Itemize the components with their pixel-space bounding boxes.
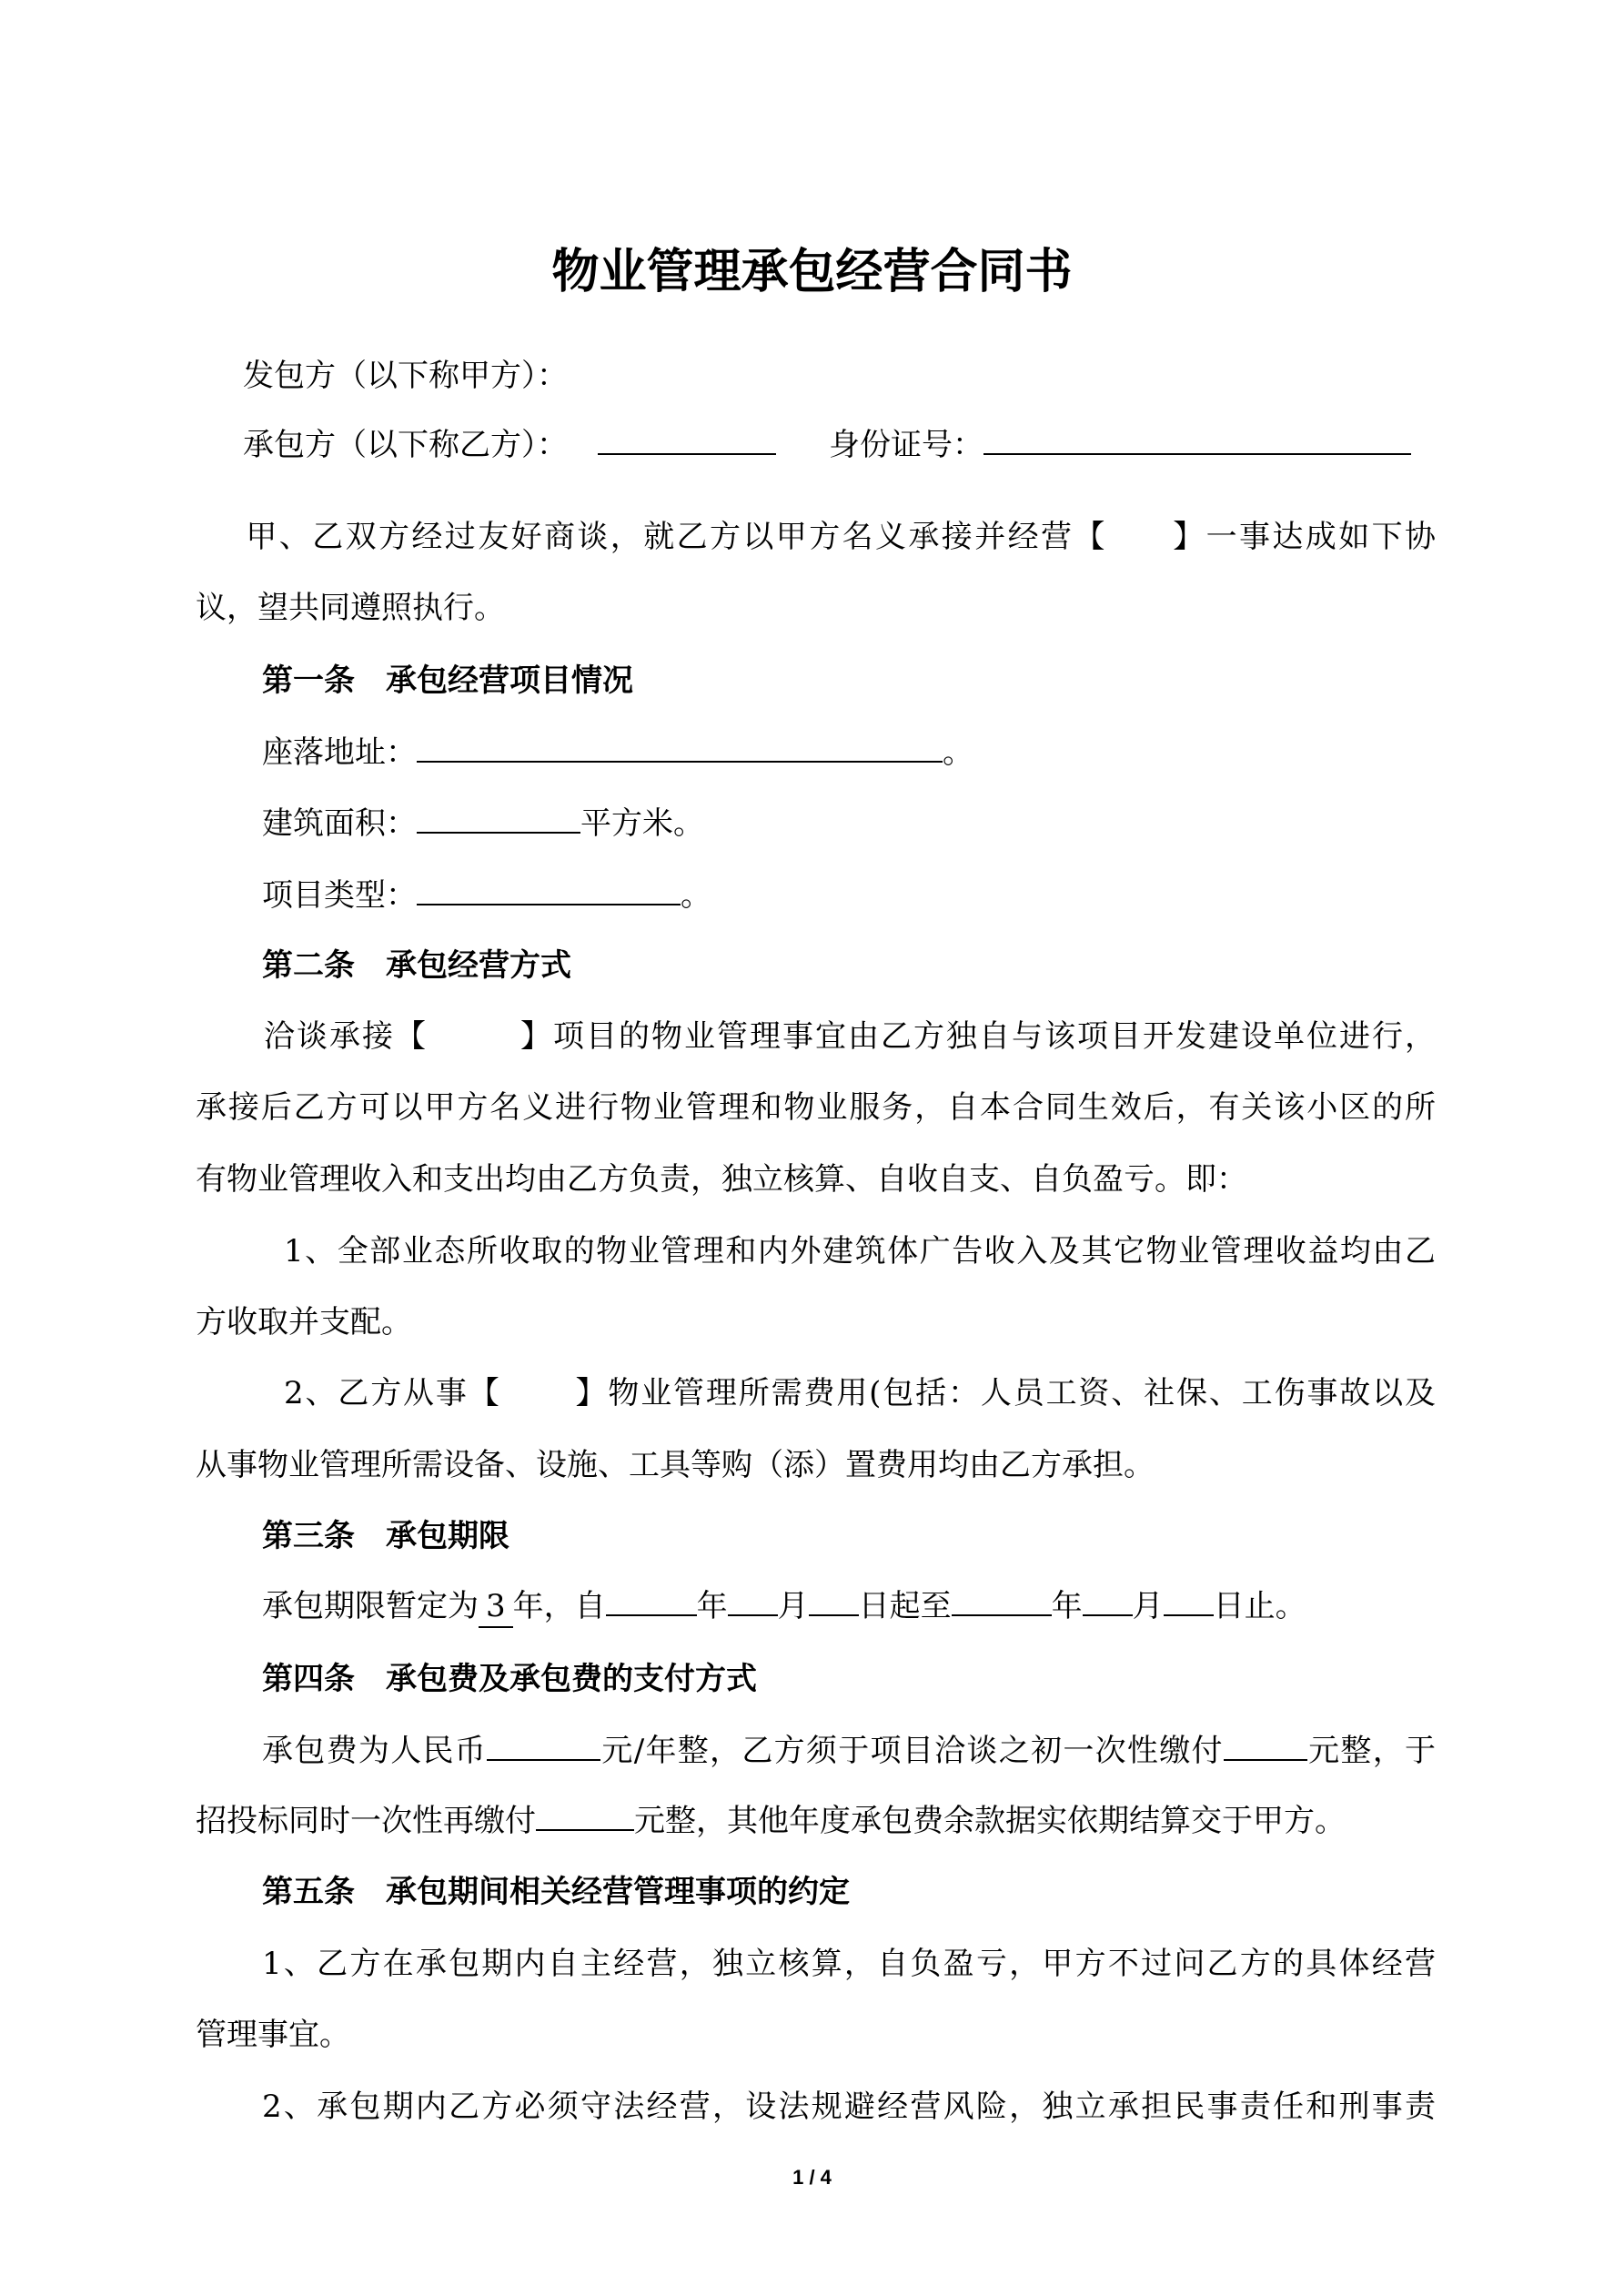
- art2-line-3: 有物业管理收入和支出均由乙方负责，独立核算、自收自支、自负盈亏。即：: [196, 1161, 1247, 1198]
- text: 建筑面积：: [262, 805, 417, 842]
- area-blank[interactable]: [417, 804, 580, 834]
- art2-item-1-cont: 方收取并支配。: [196, 1304, 412, 1340]
- article-5-heading: 第五条 承包期间相关经营管理事项的约定: [262, 1874, 850, 1910]
- text: 】物业管理所需费用(包括：人员工资、社保、工伤事故以及: [573, 1375, 1436, 1411]
- text: 月: [777, 1588, 809, 1624]
- address-line: [262, 733, 973, 773]
- art2-line-1: [196, 1017, 1436, 1057]
- id-label: 身份证号：: [829, 427, 983, 463]
- type-line: [262, 875, 711, 915]
- text: 元/年整，乙方须于项目洽谈之初一次性缴付: [600, 1733, 1224, 1769]
- party-b-blank[interactable]: [598, 426, 776, 455]
- text: 年，自: [512, 1588, 606, 1624]
- text: 。: [943, 734, 973, 771]
- text: 2、乙方从事【: [284, 1375, 501, 1411]
- art5-item-2: 2、承包期内乙方必须守法经营，设法规避经营风险，独立承担民事责任和刑事责: [262, 2089, 1436, 2125]
- text: 甲、乙双方经过友好商谈，就乙方以甲方名义承接并经营【: [244, 519, 1107, 555]
- end-day-blank[interactable]: [1164, 1587, 1214, 1616]
- fee-line-1: [262, 1731, 1436, 1771]
- party-b-label: 承包方（以下称乙方）：: [243, 427, 568, 463]
- start-day-blank[interactable]: [809, 1587, 859, 1616]
- art5-item-1: 1、乙方在承包期内自主经营，独立核算，自负盈亏，甲方不过问乙方的具体经营: [262, 1946, 1436, 1982]
- type-blank[interactable]: [417, 876, 681, 905]
- art2-item-1: 1、全部业态所收取的物业管理和内外建筑体广告收入及其它物业管理收益均由乙: [284, 1233, 1436, 1269]
- area-line: [262, 804, 704, 844]
- text: 年: [696, 1588, 728, 1624]
- art2-line-2: 承接后乙方可以甲方名义进行物业管理和物业服务，自本合同生效后，有关该小区的所: [196, 1089, 1436, 1126]
- party-a-label: 发包方（以下称甲方）：: [243, 358, 568, 394]
- fee-line-2: [196, 1801, 1346, 1841]
- text: 招投标同时一次性再缴付: [196, 1803, 536, 1839]
- page-number: 1 / 4: [792, 2166, 832, 2189]
- end-year-blank[interactable]: [952, 1587, 1052, 1616]
- art5-item-1-cont: 管理事宜。: [196, 2017, 350, 2053]
- text: 元整，于: [1306, 1733, 1437, 1769]
- bid-payment-blank[interactable]: [536, 1802, 634, 1831]
- text: 日止。: [1213, 1588, 1306, 1624]
- initial-payment-blank[interactable]: [1224, 1732, 1307, 1761]
- text: 月: [1132, 1588, 1164, 1624]
- text: 承包费为人民币: [262, 1733, 488, 1769]
- text: 】项目的物业管理事宜由乙方独自与该项目开发建设单位进行，: [519, 1018, 1436, 1055]
- start-year-blank[interactable]: [606, 1587, 697, 1616]
- text: 】一事达成如下协: [1170, 519, 1437, 555]
- art2-item-2: [284, 1373, 1436, 1413]
- party-a-line: [243, 356, 568, 396]
- text: 平方米。: [580, 805, 704, 842]
- address-blank[interactable]: [417, 733, 943, 763]
- years-value[interactable]: 3: [479, 1586, 513, 1628]
- text: 项目类型：: [262, 877, 417, 914]
- annual-fee-blank[interactable]: [487, 1732, 600, 1761]
- text: 承包期限暂定为: [262, 1588, 479, 1624]
- article-4-heading: 第四条 承包费及承包费的支付方式: [262, 1661, 757, 1697]
- text: 元整，其他年度承包费余款据实依期结算交于甲方。: [634, 1803, 1346, 1839]
- text: 洽谈承接【: [262, 1018, 428, 1055]
- text: 年: [1051, 1588, 1083, 1624]
- article-1-heading: 第一条 承包经营项目情况: [262, 663, 633, 699]
- article-2-heading: 第二条 承包经营方式: [262, 947, 571, 984]
- document-title: 物业管理承包经营合同书: [551, 244, 1073, 299]
- start-month-blank[interactable]: [728, 1587, 778, 1616]
- text: 座落地址：: [262, 734, 417, 771]
- intro-line-2: 议，望共同遵照执行。: [196, 590, 505, 626]
- text: 。: [681, 877, 711, 914]
- article-3-heading: 第三条 承包期限: [262, 1518, 509, 1554]
- term-line: [262, 1586, 1306, 1628]
- party-b-line: [243, 425, 1411, 465]
- end-month-blank[interactable]: [1083, 1587, 1133, 1616]
- intro-line-1: [196, 517, 1436, 557]
- text: 日起至: [858, 1588, 952, 1624]
- id-blank[interactable]: [983, 426, 1411, 455]
- art2-item-2-cont: 从事物业管理所需设备、设施、工具等购（添）置费用均由乙方承担。: [196, 1447, 1155, 1483]
